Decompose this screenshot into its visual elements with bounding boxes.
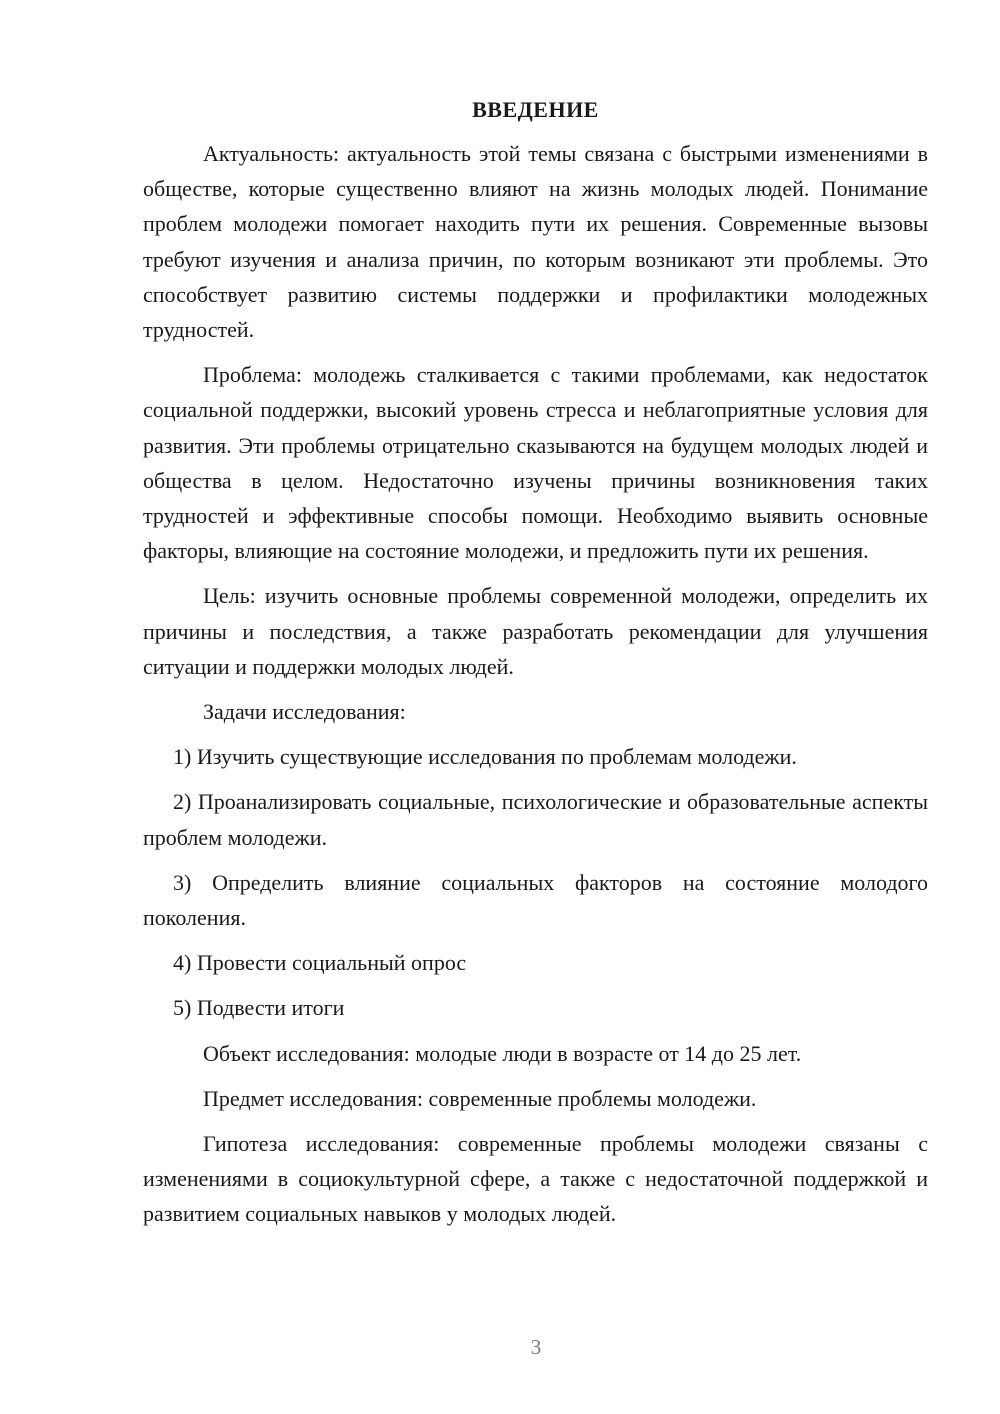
paragraph-goal: Цель: изучить основные проблемы современной молодежи, определить их причины и последствия, а также разработать рекомендации для улучшения ситуации и поддержки молодых людей. (143, 583, 928, 679)
task-item-1: 1) Изучить существующие исследования по проблемам молодежи. (173, 744, 797, 770)
paragraph-hypothesis: Гипотеза исследования: современные проблемы молодежи связаны с изменениями в социокультурной сфере, а также с недостаточной поддержкой и развитием социальных навыков у молодых людей. (143, 1131, 928, 1227)
paragraph-subject: Предмет исследования: современные проблемы молодежи. (203, 1085, 757, 1111)
paragraph-problem: Проблема: молодежь сталкивается с такими проблемами, как недостаток социальной поддержки, высокий уровень стресса и неблагоприятные условия для развития. Эти проблемы отрицательно сказываются на будущем молодых людей и общества в целом. Недостаточно изучены причины возникновения таких трудностей и эффективные способы помощи. Необходимо выявить основные факторы, влияющие на состояние молодежи, и предложить пути их решения. (143, 362, 928, 564)
task-item-4: 4) Провести социальный опрос (173, 950, 467, 976)
page-number: 3 (530, 1335, 542, 1359)
task-item-5: 5) Подвести итоги (173, 995, 345, 1021)
task-item-2: 2) Проанализировать социальные, психологические и образовательные аспекты проблем молодежи. (143, 789, 928, 850)
paragraph-object: Объект исследования: молодые люди в возрасте от 14 до 25 лет. (203, 1040, 802, 1066)
task-item-3: 3) Определить влияние социальных факторов на состояние молодого поколения. (143, 869, 928, 931)
paragraph-relevance: Актуальность: актуальность этой темы связана с быстрыми изменениями в обществе, которые существенно влияют на жизнь молодых людей. Понимание проблем молодежи помогает находить пути их решения. Современные вызовы требуют изучения и анализа причин, по которым возникают эти проблемы. Это способствует развитию системы поддержки и профилактики молодежных трудностей. (143, 141, 928, 343)
page-content (143, 95, 928, 1232)
paragraph-tasks-heading: Задачи исследования: (203, 699, 406, 725)
section-heading: ВВЕДЕНИЕ (472, 97, 599, 122)
